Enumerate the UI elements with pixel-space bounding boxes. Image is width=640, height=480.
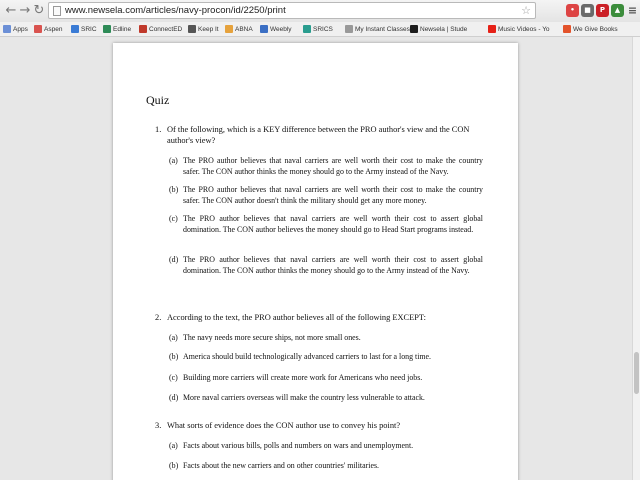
bookmark-music-videos[interactable]: Music Videos - Yo bbox=[488, 23, 550, 35]
page-icon bbox=[53, 6, 61, 16]
bookmark-icon bbox=[34, 25, 42, 33]
option-label: (b) bbox=[169, 461, 179, 470]
option-label: (d) bbox=[169, 255, 179, 264]
option-label: (a) bbox=[169, 156, 178, 165]
bookmark-icon bbox=[225, 25, 233, 33]
bookmark-sric[interactable]: SRIC bbox=[71, 23, 97, 35]
bookmark-apps[interactable]: Apps bbox=[3, 23, 28, 35]
bookmark-edline[interactable]: Edline bbox=[103, 23, 131, 35]
bookmark-srics[interactable]: SRICS bbox=[303, 23, 333, 35]
scrollbar-thumb[interactable] bbox=[634, 352, 639, 394]
option-text: The PRO author believes that naval carriers are well worth their cost to assert global domination. The CON author thinks the money should go to the Army instead of the Navy. bbox=[183, 255, 483, 275]
bookmark-icon bbox=[103, 25, 111, 33]
option-text: The PRO author believes that naval carriers are well worth their cost to make the country safer. The CON author doesn't think the military should get any more money. bbox=[183, 185, 483, 205]
menu-icon[interactable]: ≡ bbox=[627, 4, 638, 17]
page-viewport bbox=[0, 37, 632, 480]
bookmark-abna[interactable]: ABNA bbox=[225, 23, 253, 35]
bookmarks-bar bbox=[0, 22, 640, 37]
address-bar-url[interactable]: www.newsela.com/articles/navy-procon/id/2250/print bbox=[65, 5, 286, 16]
pinterest-icon[interactable]: P bbox=[596, 4, 609, 17]
question-text: What sorts of evidence does the CON author use to convey his point? bbox=[167, 421, 401, 430]
bookmark-connected[interactable]: ConnectED bbox=[139, 23, 182, 35]
bookmark-icon bbox=[563, 25, 571, 33]
reload-icon[interactable]: ↻ bbox=[33, 3, 45, 18]
bookmark-icon bbox=[345, 25, 353, 33]
vertical-scrollbar[interactable] bbox=[632, 37, 640, 480]
option-label: (c) bbox=[169, 373, 178, 382]
back-arrow-icon[interactable]: ← bbox=[5, 3, 17, 18]
bookmark-icon bbox=[303, 25, 311, 33]
star-icon[interactable]: ☆ bbox=[521, 4, 531, 17]
option-label: (b) bbox=[169, 352, 179, 361]
bookmark-icon bbox=[139, 25, 147, 33]
option-text: Building more carriers will create more work for Americans who need jobs. bbox=[183, 373, 423, 382]
question-number: 2. bbox=[155, 313, 162, 322]
option-label: (c) bbox=[169, 214, 178, 223]
extension-icon-1[interactable]: • bbox=[566, 4, 579, 17]
option-text: More naval carriers overseas will make the country less vulnerable to attack. bbox=[183, 393, 425, 402]
apps-icon bbox=[3, 25, 11, 33]
option-label: (a) bbox=[169, 333, 178, 342]
option-label: (a) bbox=[169, 441, 178, 450]
page-title: Quiz bbox=[146, 93, 170, 107]
option-text: Facts about various bills, polls and numbers on wars and unemployment. bbox=[183, 441, 414, 450]
option-label: (b) bbox=[169, 185, 179, 194]
option-text: America should build technologically advanced carriers to last for a long time. bbox=[183, 352, 432, 361]
bookmark-keep-it[interactable]: Keep It bbox=[188, 23, 219, 35]
bookmark-weebly[interactable]: Weebly bbox=[260, 23, 292, 35]
option-label: (d) bbox=[169, 393, 179, 402]
bookmark-we-give-books[interactable]: We Give Books bbox=[563, 23, 618, 35]
question-number: 3. bbox=[155, 421, 162, 430]
question-number: 1. bbox=[155, 125, 162, 134]
bookmark-newsela[interactable]: Newsela | Stude bbox=[410, 23, 467, 35]
forward-arrow-icon[interactable]: → bbox=[19, 3, 31, 18]
option-text: The PRO author believes that naval carriers are well worth their cost to make the country safer. The CON author thinks the money should go to the Army instead of the Navy. bbox=[183, 156, 483, 176]
extension-icon-3[interactable]: ▲ bbox=[611, 4, 624, 17]
bookmark-my-instant-classes[interactable]: My Instant Classes bbox=[345, 23, 410, 35]
option-text: Facts about the new carriers and on other countries' militaries. bbox=[183, 461, 379, 470]
newsela-icon bbox=[410, 25, 418, 33]
extension-icon-2[interactable]: ■ bbox=[581, 4, 594, 17]
bookmark-aspen[interactable]: Aspen bbox=[34, 23, 62, 35]
bookmark-icon bbox=[71, 25, 79, 33]
browser-toolbar bbox=[0, 0, 640, 23]
option-text: The PRO author believes that naval carriers are well worth their cost to assert global domination. The CON author believes the money should go to Head Start programs instead. bbox=[183, 214, 483, 234]
question-text: According to the text, the PRO author believes all of the following EXCEPT: bbox=[167, 313, 426, 322]
youtube-icon bbox=[488, 25, 496, 33]
option-text: The navy needs more secure ships, not more small ones. bbox=[183, 333, 361, 342]
question-text: Of the following, which is a KEY difference between the PRO author's view and the CON author's view? bbox=[167, 125, 470, 146]
bookmark-icon bbox=[260, 25, 268, 33]
print-page bbox=[113, 43, 518, 480]
address-bar[interactable] bbox=[48, 2, 536, 19]
bookmark-icon bbox=[188, 25, 196, 33]
